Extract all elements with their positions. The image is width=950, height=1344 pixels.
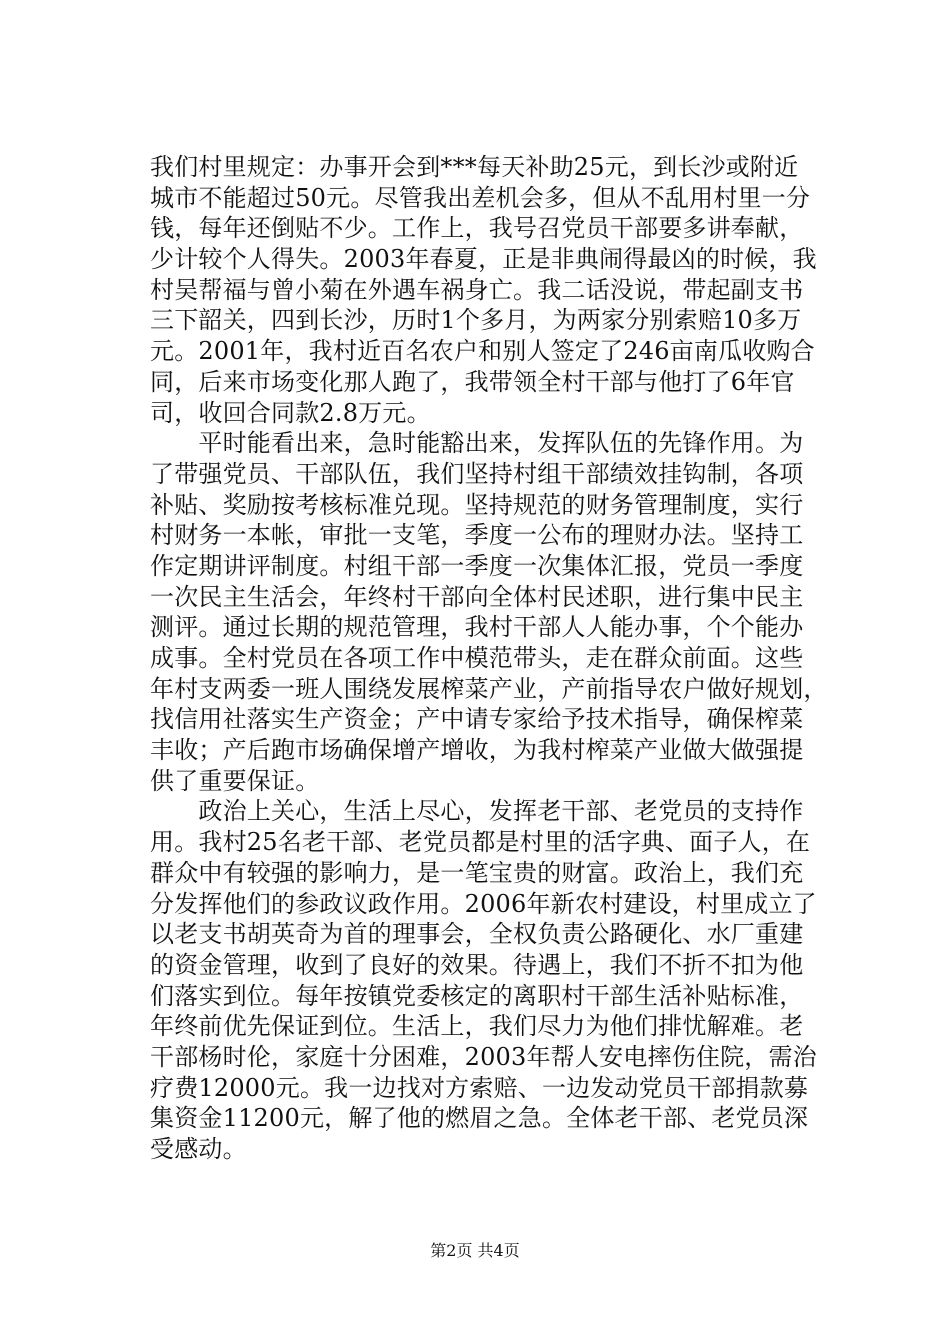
- text-line: 城市不能超过50元。尽管我出差机会多，但从不乱用村里一分: [150, 183, 811, 212]
- text-line: 作定期讲评制度。村组干部一季度一次集体汇报，党员一季度: [150, 551, 804, 580]
- text-line: 用。我村25名老干部、老党员都是村里的活字典、面子人，在: [150, 828, 811, 857]
- text-line: 村财务一本帐，审批一支笔，季度一公布的理财办法。坚持工: [150, 521, 804, 550]
- text-line: 成事。全村党员在各项工作中模范带头，走在群众前面。这些: [150, 644, 804, 672]
- text-line: 元。2001年，我村近百名农户和别人签定了246亩南瓜收购合: [150, 337, 815, 366]
- page-footer: 第2页 共4页: [430, 1241, 520, 1260]
- text-line: 同，后来市场变化那人跑了，我带领全村干部与他打了6年官: [150, 367, 795, 396]
- text-line: 集资金11200元，解了他的燃眉之急。全体老干部、老党员深: [150, 1104, 809, 1133]
- text-line: 年村支两委一班人围绕发展榨菜产业，产前指导农户做好规划，: [150, 674, 828, 703]
- text-line: 政治上关心，生活上尽心，发挥老干部、老党员的支持作: [150, 797, 804, 826]
- text-line: 受感动。: [150, 1135, 247, 1163]
- text-line: 供了重要保证。: [150, 766, 320, 795]
- text-line: 一次民主生活会，年终村干部向全体村民述职，进行集中民主: [150, 582, 804, 611]
- text-line: 补贴、奖励按考核标准兑现。坚持规范的财务管理制度，实行: [150, 490, 804, 519]
- text-line: 疗费12000元。我一边找对方索赔、一边发动党员干部捐款募: [150, 1073, 809, 1102]
- text-line: 了带强党员、干部队伍，我们坚持村组干部绩效挂钩制，各项: [150, 459, 804, 488]
- text-line: 的资金管理，收到了良好的效果。待遇上，我们不折不扣为他: [150, 950, 804, 979]
- text-line: 找信用社落实生产资金；产中请专家给予技术指导，确保榨菜: [150, 705, 804, 734]
- text-line: 分发挥他们的参政议政作用。2006年新农村建设，村里成立了: [150, 889, 817, 918]
- text-line: 我们村里规定：办事开会到***每天补助25元，到长沙或附近: [150, 153, 799, 181]
- text-line: 们落实到位。每年按镇党委核定的离职村干部生活补贴标准，: [150, 981, 804, 1010]
- text-line: 少计较个人得失。2003年春夏，正是非典闹得最凶的时候，我: [150, 245, 817, 274]
- text-line: 三下韶关，四到长沙，历时1个多月，为两家分别索赔10多万: [150, 306, 802, 335]
- text-line: 测评。通过长期的规范管理，我村干部人人能办事，个个能办: [150, 613, 804, 642]
- text-line: 司，收回合同款2.8万元。: [150, 398, 431, 427]
- text-line: 群众中有较强的影响力，是一笔宝贵的财富。政治上，我们充: [150, 858, 804, 887]
- text-line: 丰收；产后跑市场确保增产增收，为我村榨菜产业做大做强提: [150, 736, 804, 765]
- document-body: [150, 152, 850, 1165]
- text-line: 年终前优先保证到位。生活上，我们尽力为他们排忧解难。老: [150, 1012, 804, 1041]
- text-line: 干部杨时伦，家庭十分困难，2003年帮人安电摔伤住院，需治: [150, 1042, 817, 1071]
- text-line: 钱，每年还倒贴不少。工作上，我号召党员干部要多讲奉献，: [150, 214, 804, 243]
- text-line: 以老支书胡英奇为首的理事会，全权负责公路硬化、水厂重建: [150, 920, 804, 949]
- text-line: 村吴帮福与曾小菊在外遇车祸身亡。我二话没说，带起副支书: [150, 275, 804, 304]
- text-line: 平时能看出来，急时能豁出来，发挥队伍的先锋作用。为: [150, 429, 804, 458]
